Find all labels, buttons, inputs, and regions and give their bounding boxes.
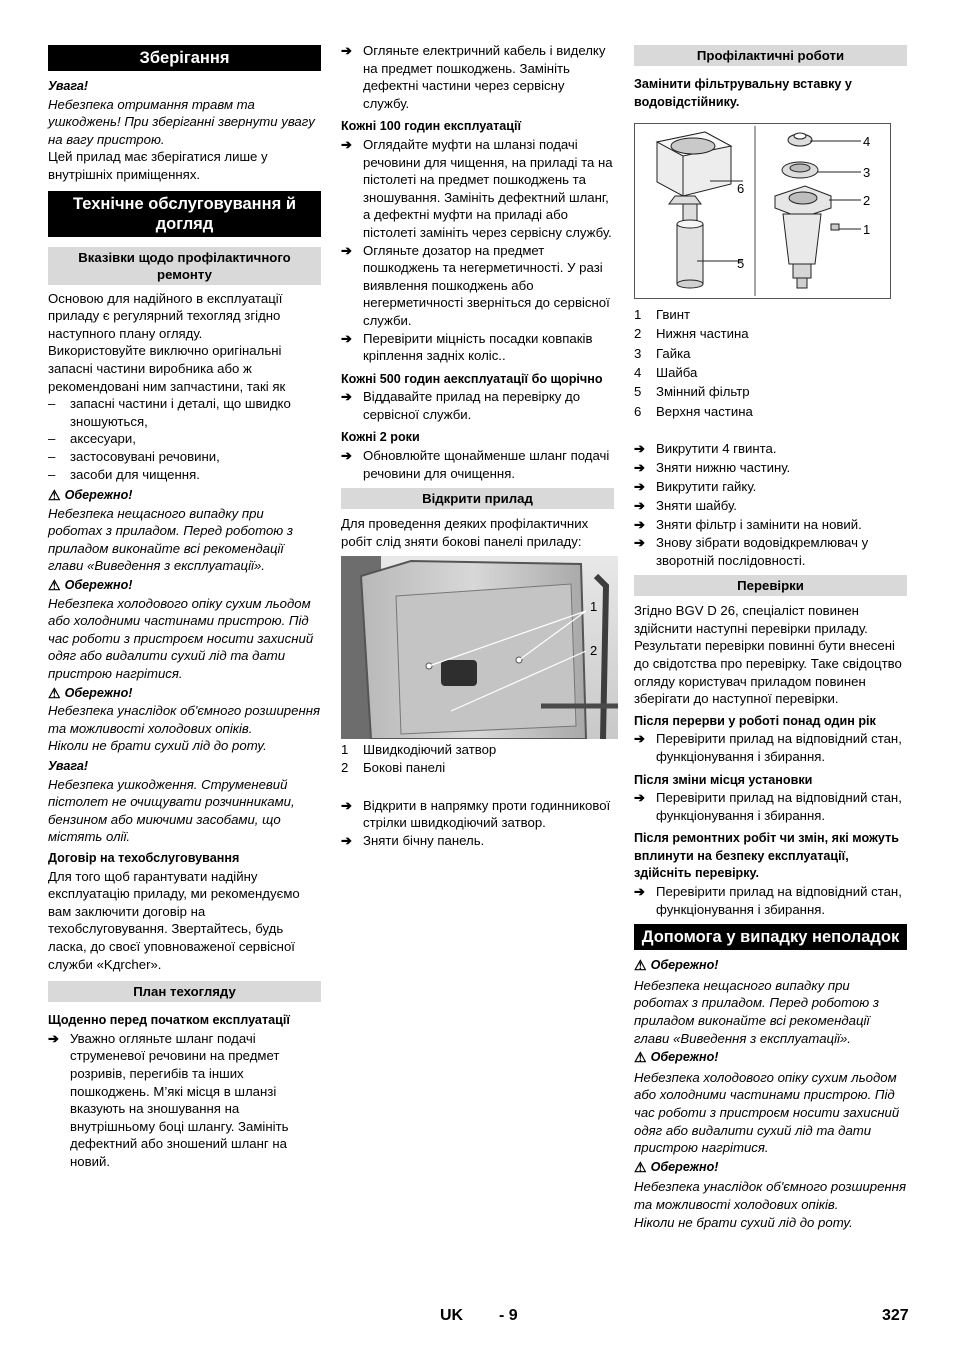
list-item: ➔ Зняти нижню частину.	[634, 459, 791, 475]
filter-steps	[634, 439, 907, 569]
arrow-icon: ➔	[341, 797, 353, 813]
caution-heading: ⚠ Обережно!	[48, 577, 133, 594]
storage-text: Цей прилад має зберігатися лише у внутрішніх приміщеннях.	[48, 149, 268, 182]
callout-1: 1	[863, 222, 871, 238]
arrow-icon: ➔	[634, 731, 646, 747]
list-item: ➔ Викрутити гайку.	[634, 478, 757, 494]
arrow-icon: ➔	[634, 459, 646, 475]
parts-list	[48, 395, 321, 483]
warning-icon: ⚠	[634, 1049, 647, 1066]
legend-item: 5 Змінний фільтр	[634, 384, 750, 400]
subsection-title-plan: План техогляду	[48, 981, 321, 1002]
warning-icon: ⚠	[48, 577, 61, 594]
daily-title: Щоденно перед початком експлуатації	[48, 1013, 290, 1028]
language-code: UK	[440, 1307, 464, 1324]
legend-item: 2 Нижня частина	[634, 326, 749, 342]
daily-list	[48, 1030, 321, 1171]
arrow-icon: ➔	[341, 136, 353, 152]
subsection-title-open: Відкрити прилад	[341, 488, 614, 509]
figure-legend	[341, 741, 614, 776]
contract-title: Договір на техобслуговування	[48, 850, 240, 865]
list-item: ➔ Огляньте електричний кабель і виделку на предмет пошкоджень. Замініть дефектні частини через сервісну службу.	[341, 43, 606, 111]
arrow-icon: ➔	[341, 43, 353, 58]
dash-marker: –	[48, 431, 56, 447]
dash-marker: –	[48, 448, 56, 464]
legend-item: 2 Бокові панелі	[341, 760, 446, 776]
list-item: ➔ Уважно огляньте шланг подачі струменевої речовини на предмет розривів, перегибів та інших пошкоджень. М’які місця в шланзі вказують на зношування на внутрішньому боці шлангу. Замініть дефектний або зношений шланг на новий.	[48, 1030, 289, 1169]
dash-marker: –	[48, 466, 56, 482]
list-item: ➔ Перевірити прилад на відповідний стан, функціонування і збирання.	[634, 790, 902, 823]
open-text: Для проведення деяких профілактичних робіт слід зняти бокові панелі приладу:	[341, 516, 589, 549]
section-title-help: Допомога у випадку неполадок	[634, 924, 907, 950]
dash-marker: –	[48, 396, 56, 412]
figure-device-side-panel	[341, 556, 618, 739]
callout-6: 6	[737, 181, 745, 197]
list-item: ➔ Оглядайте муфти на шланзі подачі речовини для чищення, на приладі та на пістолеті на предмет пошкоджень та зношування. Замініть дефектний шланг, а дефектні муфти на приладі або пістолеті замініть через сервісну службу.	[341, 136, 613, 240]
legend-item: 3 Гайка	[634, 345, 691, 361]
check-list	[634, 883, 907, 918]
arrow-icon: ➔	[48, 1030, 60, 1046]
caution-heading: ⚠ Обережно!	[48, 684, 133, 701]
arrow-icon: ➔	[341, 242, 353, 258]
list-item: ➔ Відкрити в напрямку проти годинникової стрілки швидкодіючий затвор.	[341, 797, 611, 831]
daily-list-cont	[341, 42, 614, 112]
caution-text: Небезпека унаслідок об'ємного розширення та можливості холодових опіків.	[634, 1179, 907, 1212]
warning-icon: ⚠	[48, 487, 61, 504]
list-item: – застосовувані речовини,	[48, 448, 220, 464]
device-photo	[341, 556, 618, 739]
list-item: – аксесуари,	[48, 431, 136, 447]
callout-2: 2	[590, 643, 598, 659]
legend-item: 1 Гвинт	[634, 307, 691, 323]
attention-text: Небезпека ушкодження. Струменевий пістолет не очищувати розчинниками, бензином або миючими засобами, що містять олії.	[48, 776, 295, 845]
legend-item: 6 Верхня частина	[634, 403, 753, 419]
after-break-title: Після перерви у роботі понад один рік	[634, 713, 876, 728]
checks-text: Згідно BGV D 26, спеціаліст повинен здійснити наступні перевірки приладу. Результати перевірки повинні бути внесені до свідотства про перевірку. Таке свідоцтво огляду користувач приладом повинен зберігати до наступної перевірки.	[634, 603, 902, 707]
caution-heading: ⚠ Обережно!	[634, 957, 719, 974]
interval-100-title: Кожні 100 годин експлуатації	[341, 119, 522, 134]
column-2	[341, 42, 614, 849]
arrow-icon: ➔	[341, 389, 353, 405]
arrow-icon: ➔	[634, 884, 646, 900]
caution-text: Ніколи не брати сухий лід до роту.	[634, 1214, 853, 1230]
list-item: – засоби для чищення.	[48, 466, 200, 482]
interval-2y-list	[341, 447, 614, 482]
local-page-number: - 9	[499, 1307, 518, 1324]
water-separator-diagram	[635, 124, 890, 298]
tips-paragraph-2: Використовуйте виключно оригінальні запасні частини виробника або ж рекомендовані ним запчастини, такі як	[48, 343, 286, 394]
page-number: 327	[882, 1307, 909, 1324]
interval-500-title: Кожні 500 годин аексплуатації бо щорічно	[341, 371, 603, 386]
warning-icon: ⚠	[634, 957, 647, 974]
interval-2y-title: Кожні 2 роки	[341, 430, 420, 445]
callout-1: 1	[590, 599, 598, 615]
arrow-icon: ➔	[341, 330, 353, 346]
caution-text: Небезпека холодового опіку сухим льодом або холодними частинами пристрою. Під час роботи з пристроєм носити захисний одяг або видалити сухий лід та дати пристрою нагрітися.	[48, 595, 314, 682]
list-item: ➔ Викрутити 4 гвинта.	[634, 440, 777, 456]
list-item: ➔ Зняти фільтр і замінити на новий.	[634, 516, 862, 532]
list-item: ➔ Віддавайте прилад на перевірку до сервісної служби.	[341, 389, 581, 422]
column-3	[634, 42, 907, 1231]
list-item: ➔ Огляньте дозатор на предмет пошкоджень та негерметичності. У разі виявлення пошкоджень або негерметичності зверніться до сервісної служби.	[341, 242, 610, 328]
caution-text: Ніколи не брати сухий лід до роту.	[48, 738, 267, 754]
list-item: ➔ Знову зібрати водовідкремлювач у зворотній послідовності.	[634, 534, 869, 568]
callout-2: 2	[863, 193, 871, 209]
attention-text: Небезпека отримання травм та ушкоджень! При зберіганні звернути увагу на вагу пристрою.	[48, 96, 315, 147]
caution-heading: ⚠ Обережно!	[634, 1158, 719, 1175]
list-item: ➔ Зняти бічну панель.	[341, 832, 485, 848]
callout-5: 5	[737, 256, 745, 272]
caution-heading: ⚠ Обережно!	[634, 1049, 719, 1066]
callout-4: 4	[863, 134, 871, 150]
caution-heading: ⚠ Обережно!	[48, 487, 133, 504]
caution-text: Небезпека унаслідок об'ємного розширення та можливості холодових опіків.	[48, 703, 321, 736]
figure-legend	[634, 305, 907, 421]
legend-item: 4 Шайба	[634, 365, 698, 381]
arrow-icon: ➔	[634, 497, 646, 513]
section-title-storage: Зберігання	[48, 45, 321, 71]
after-move-title: Після зміни місця установки	[634, 772, 813, 787]
arrow-icon: ➔	[634, 440, 646, 456]
attention-label: Увага!	[48, 79, 89, 93]
subsection-title-checks: Перевірки	[634, 575, 907, 596]
arrow-icon: ➔	[634, 790, 646, 806]
list-item: ➔ Обновлюйте щонайменше шланг подачі речовини для очищення.	[341, 448, 610, 481]
list-item: – запасні частини і деталі, що швидко зношуються,	[48, 396, 291, 429]
subsection-title-tips: Вказівки щодо профілактичного ремонту	[48, 247, 321, 285]
list-item: ➔ Перевірити міцність посадки ковпаків кріплення задніх коліс..	[341, 330, 593, 364]
arrow-icon: ➔	[341, 448, 353, 464]
arrow-icon: ➔	[634, 516, 646, 532]
check-list	[634, 730, 907, 765]
caution-text: Небезпека нещасного випадку при роботах з приладом. Перед роботою з приладом виконайте всі рекомендації глави «Виведення з експлуатації».	[48, 505, 293, 574]
warning-icon: ⚠	[634, 1158, 647, 1175]
interval-500-list	[341, 388, 614, 423]
section-title-maintenance: Технічне обслуговування й догляд	[48, 191, 321, 237]
list-item: ➔ Перевірити прилад на відповідний стан, функціонування і збирання.	[634, 884, 902, 917]
list-item: ➔ Зняти шайбу.	[634, 497, 737, 513]
legend-item: 1 Швидкодіючий затвор	[341, 742, 497, 758]
subsection-title-preventive: Профілактичні роботи	[634, 45, 907, 66]
contract-text: Для того щоб гарантувати надійну експлуатацію приладу, ми рекомендуємо вам заключити договір на техобслуговування. Звертайтесь, будь ласка, до своєї уповноваженої сервісної служби «Kдrcher».	[48, 868, 300, 972]
list-item: ➔ Перевірити прилад на відповідний стан, функціонування і збирання.	[634, 731, 902, 764]
open-steps	[341, 797, 614, 850]
caution-text: Небезпека нещасного випадку при роботах з приладом. Перед роботою з приладом виконайте всі рекомендації глави «Виведення з експлуатації».	[634, 977, 879, 1046]
tips-paragraph-1: Основою для надійного в експлуатації приладу є регулярний техогляд згідно наступного плану огляду.	[48, 290, 283, 341]
check-list	[634, 789, 907, 824]
arrow-icon: ➔	[341, 832, 353, 848]
attention-label: Увага!	[48, 759, 89, 773]
arrow-icon: ➔	[634, 478, 646, 494]
caution-text: Небезпека холодового опіку сухим льодом або холодними частинами пристрою. Під час роботи з пристроєм носити захисний одяг або видалити сухий лід та дати пристрою нагрітися.	[634, 1069, 900, 1156]
warning-icon: ⚠	[48, 684, 61, 701]
column-1	[48, 42, 321, 1170]
arrow-icon: ➔	[634, 534, 646, 550]
after-repair-title: Після ремонтних робіт чи змін, які можуть вплинути на безпеку експлуатації, здійсніть перевірку.	[634, 831, 899, 881]
callout-3: 3	[863, 165, 871, 181]
interval-100-list	[341, 136, 614, 365]
figure-water-separator	[634, 123, 891, 299]
filter-title: Замінити фільтрувальну вставку у водовідстійнику.	[634, 77, 852, 109]
